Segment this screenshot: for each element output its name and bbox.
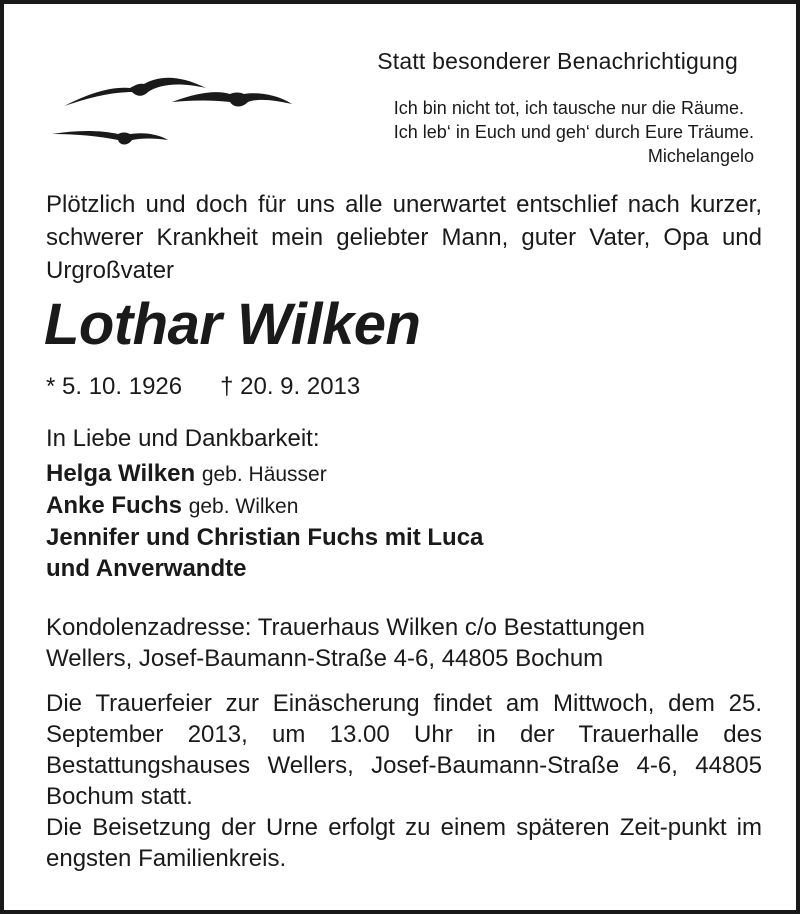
quote-line: Ich leb‘ in Euch und geh‘ durch Eure Träume. [393,122,754,142]
condolence-address [46,612,645,674]
family-member [46,553,483,584]
notice-header: Statt besonderer Benachrichtigung [377,48,738,74]
condolence-line: Wellers, Josef-Baumann-Straße 4-6, 44805 Bochum [46,645,604,672]
bird-2-icon [172,92,292,106]
burial-text: Die Beisetzung der Urne erfolgt zu einem späteren Zeit-punkt im engsten Familienkreis. [46,814,762,872]
family-member [46,458,483,490]
bird-1-icon [64,78,206,106]
birth-date: * 5. 10. 1926 [46,373,183,400]
quote-line: Ich bin nicht tot, ich tausche nur die Räume. [393,98,744,118]
memorial-quote [394,96,754,168]
family-greeting: In Liebe und Dankbarkeit: [46,425,320,452]
bird-3-icon [52,131,168,145]
flying-birds-icon [48,66,298,156]
life-dates [46,373,360,401]
intro-text: Plötzlich und doch für uns alle unerwartet entschlief nach kurzer, schwerer Krankheit mein geliebter Mann, guter Vater, Opa und Urgroßvater [46,191,762,284]
birds-group [52,78,292,145]
family-member [46,522,483,553]
family-member-name: Anke Fuchs [46,492,183,519]
death-date: † 20. 9. 2013 [220,373,361,400]
family-member-name: Jennifer und Christian Fuchs mit Luca [46,524,484,551]
family-section [46,423,483,584]
family-member [46,490,483,522]
family-member-name: und Anverwandte [46,555,247,582]
family-member-birth-name: geb. Wilken [188,495,299,518]
condolence-line: Kondolenzadresse: Trauerhaus Wilken c/o Bestattungen [46,614,646,641]
family-member-birth-name: geb. Häusser [201,463,327,486]
ceremony-details [46,688,762,874]
family-member-name: Helga Wilken [46,460,196,487]
funeral-service-text: Die Trauerfeier zur Einäscherung findet am Mittwoch, dem 25. September 2013, um 13.00 Uhr in der Trauerhalle des Bestattungshauses Wellers, Josef-Baumann-Straße 4-6, 44805 Bochum statt. [46,690,762,810]
deceased-name: Lothar Wilken [44,292,421,357]
quote-author: Michelangelo [647,146,754,166]
